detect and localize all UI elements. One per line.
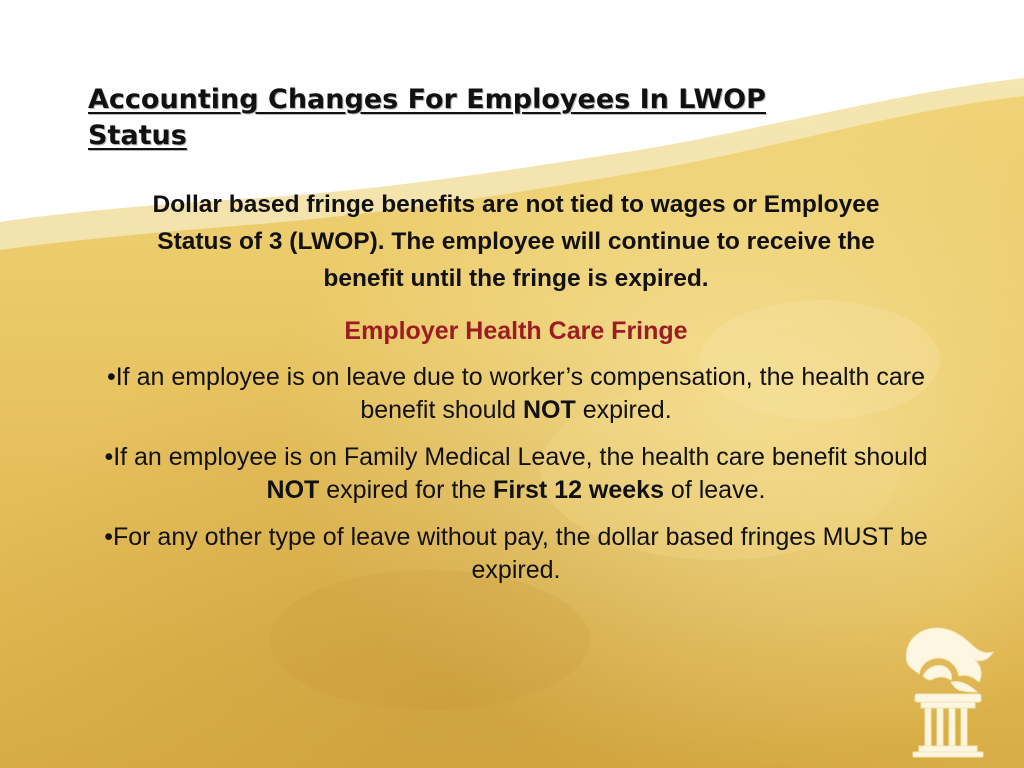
bullet-family-medical-leave [96,441,936,507]
slide-title: Accounting Changes For Employees In LWOP Status [88,84,766,151]
bullet-emphasis: First 12 weeks [493,476,664,504]
bullet-text: of leave. [663,476,766,504]
eagle-column-logo-icon [893,622,997,758]
bullet-text: •For any other type of leave without pay, the dollar based fringes MUST be expired. [104,523,928,584]
bullet-text: •If an employee is on leave due to worker’s compensation, the health care benefit should [106,363,926,424]
bullet-workers-comp [96,361,936,427]
bullet-text: expired. [575,396,672,424]
section-heading: Employer Health Care Fringe [344,317,688,345]
bullet-other-leave [96,521,936,587]
bullet-text: expired for the [319,476,494,504]
slide-body [96,186,936,587]
bullet-text: •If an employee is on Family Medical Leave, the health care benefit should [104,443,928,471]
intro-paragraph: Dollar based fringe benefits are not tied to wages or Employee Status of 3 (LWOP). The employee will continue to receive the benefit until the fringe is expired. [152,191,880,292]
bullet-emphasis: NOT [266,476,320,504]
bullet-emphasis: NOT [522,396,576,424]
